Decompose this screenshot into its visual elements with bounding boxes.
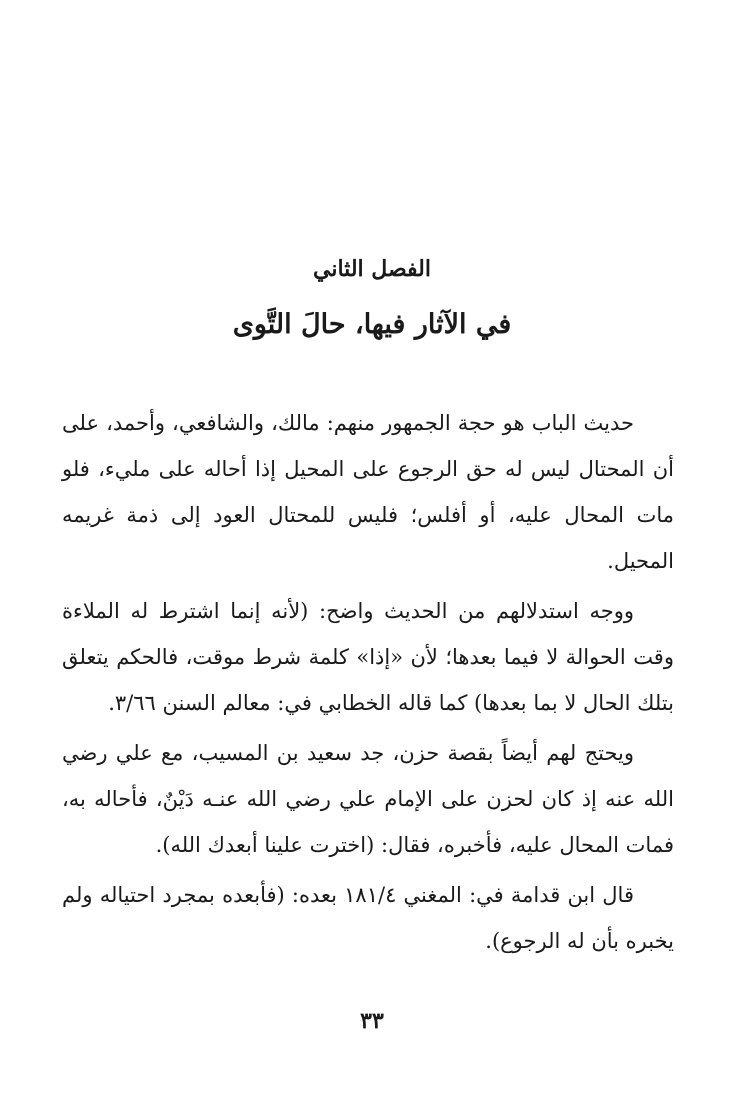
paragraph-3: ويحتج لهم أيضاً بقصة حزن، جد سعيد بن المسيب، مع علي رضي الله عنه إذ كان لحزن على الإمام علي رضي الله عنـه دَيْنٌ، فأحاله به، فمات المحال عليه، فأخبره، فقال: (اخترت علينا أبعدك الله). — [62, 741, 674, 857]
chapter-title: في الآثار فيها، حالَ التَّوى — [232, 309, 512, 340]
body-text — [62, 400, 674, 964]
paragraph-1: حديث الباب هو حجة الجمهور منهم: مالك، والشافعي، وأحمد، على أن المحتال ليس له حق الرجوع على المحيل إذا أحاله على مليء، فلو مات المحال عليه، أو أفلس؛ فليس للمحتال العود إلى ذمة غريمه المحيل. — [62, 411, 674, 573]
page-number: ٣٣ — [360, 1008, 384, 1034]
paragraph-2: ووجه استدلالهم من الحديث واضح: (لأنه إنما اشترط له الملاءة وقت الحوالة لا فيما بعدها؛ لأن «إذا» كلمة شرط موقت، فالحكم يتعلق بتلك الحال لا بما بعدها) كما قاله الخطابي في: معالم السنن ٣/٦٦. — [62, 599, 674, 715]
paragraph-4: قال ابن قدامة في: المغني ١٨١/٤ بعده: (فأبعده بمجرد احتياله ولم يخبره بأن له الرجوع). — [62, 883, 674, 953]
chapter-label: الفصل الثاني — [313, 256, 431, 282]
